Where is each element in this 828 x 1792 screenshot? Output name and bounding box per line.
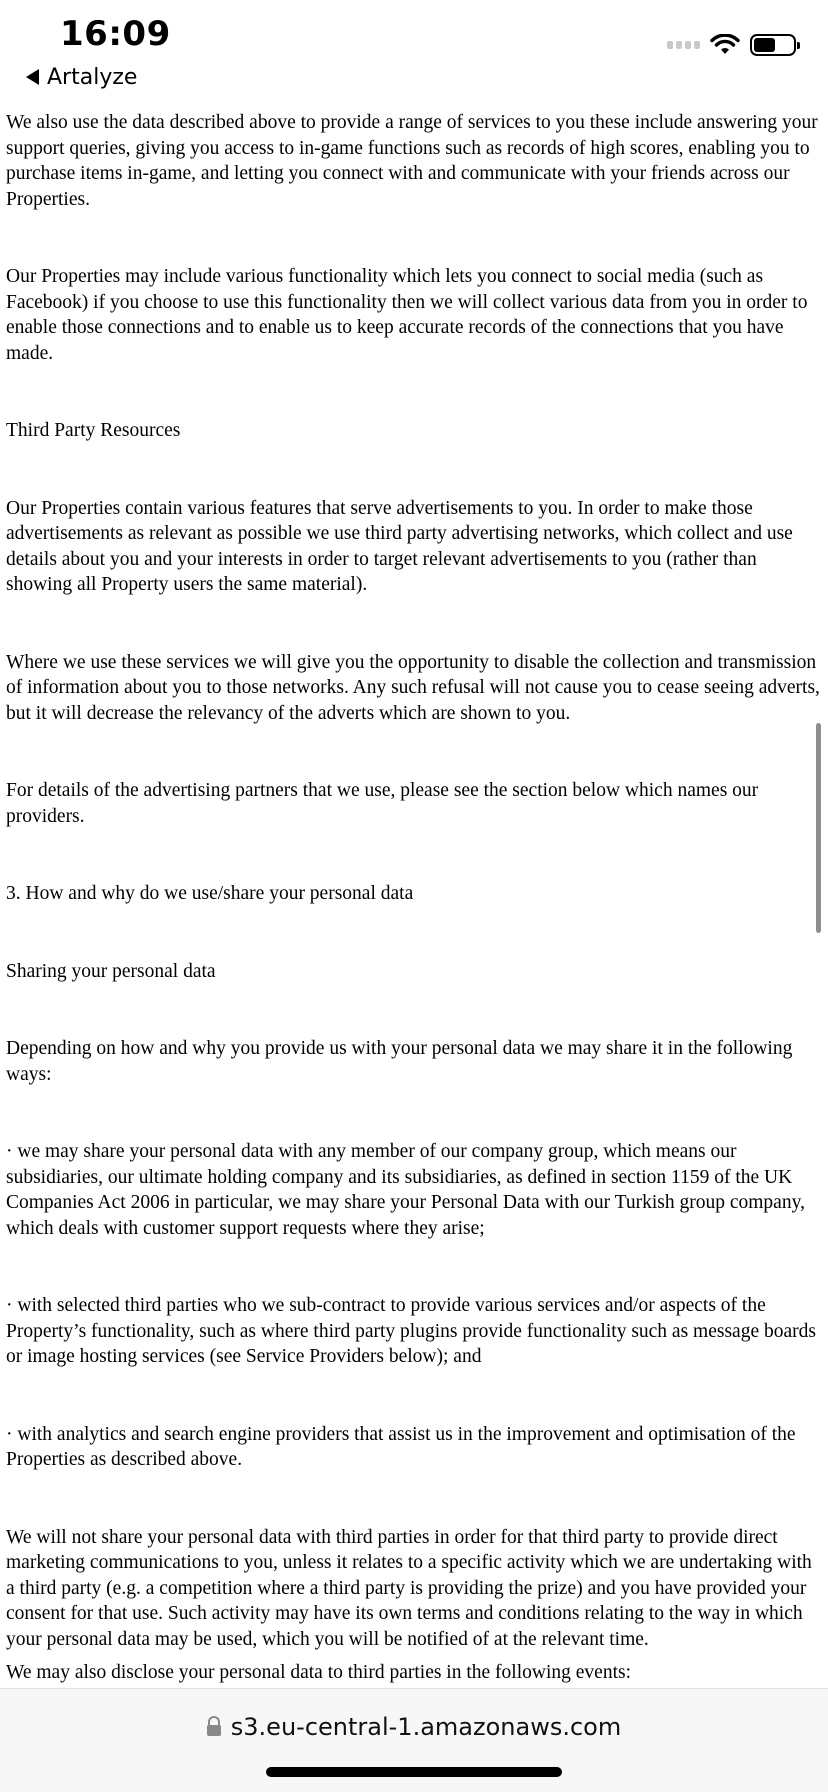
back-app-label: Artalyze: [47, 64, 138, 90]
url-display[interactable]: [0, 1713, 828, 1741]
vertical-scrollbar[interactable]: [816, 723, 821, 933]
bullet-analytics-providers: · with analytics and search engine providers that assist us in the improvement and optimisation of the Properties as described above.: [6, 1423, 796, 1470]
lock-icon: [207, 1716, 221, 1736]
heading-section-3: 3. How and why do we use/share your personal data: [6, 883, 414, 904]
url-text: s3.eu-central-1.amazonaws.com: [230, 1713, 622, 1741]
bullet-selected-third-parties: · with selected third parties who we sub-contract to provide various services and/or aspects of the Property’s functionality, such as where third party plugins provide functionality such as message boards or image hosting services (see Service Providers below); and: [6, 1295, 816, 1367]
paragraph-advertisements: Our Properties contain various features that serve advertisements to you. In order to make those advertisements as relevant as possible we use third party advertising networks, which collect and use details about you and your interests in order to target relevant advertisements to you (rather than showing all Property users the same material).: [6, 497, 793, 595]
status-time: 16:09: [60, 14, 171, 54]
wifi-icon: [710, 34, 740, 56]
paragraph-advertising-partners: For details of the advertising partners that we use, please see the section below which names our providers.: [6, 780, 759, 827]
browser-address-bar[interactable]: [0, 1688, 828, 1792]
status-icons: [667, 34, 796, 56]
paragraph-social-media: Our Properties may include various functionality which lets you connect to social media (such as Facebook) if you choose to use this functionality then we will collect various data from you in order to enable those connections and to enable us to keep accurate records of the connections that you have made.: [6, 266, 808, 364]
paragraph-services: We also use the data described above to provide a range of services to you these include answering your support queries, giving you access to in-game functions such as records of high scores, enabling you to purchase items in-game, and letting you connect with and communicate with your friends across our Properties.: [6, 112, 818, 210]
paragraph-direct-marketing: We will not share your personal data with third parties in order for that third party to provide direct marketing communications to you, unless it relates to a specific activity which we are undertaking with a third party (e.g. a competition where a third party is providing the prize) and you have provided your consent for that use. Such activity may have its own terms and conditions relating to the way in which your personal data may be used, which you will be notified of at the relevant time.: [6, 1526, 812, 1650]
paragraph-sharing-ways: Depending on how and why you provide us with your personal data we may share it in the following ways:: [6, 1038, 793, 1085]
bullet-company-group: · we may share your personal data with any member of our company group, which means our subsidiaries, our ultimate holding company and its subsidiaries, as defined in section 1159 of the UK Companies Act 2006 in particular, we may share your Personal Data with our Turkish group company, which deals with customer support requests where they arise;: [6, 1141, 805, 1239]
cellular-icon: [667, 41, 700, 49]
battery-level: [754, 38, 775, 52]
privacy-policy-document: [6, 110, 822, 1688]
back-triangle-icon: [26, 69, 39, 85]
paragraph-disable-collection: Where we use these services we will give you the opportunity to disable the collection and transmission of information about you to those networks. Any such refusal will not cause you to cease seeing adverts, but it will decrease the relevancy of the adverts which are shown to you.: [6, 651, 820, 724]
status-bar: [0, 0, 828, 100]
battery-icon: [750, 34, 796, 56]
heading-third-party-resources: Third Party Resources: [6, 420, 181, 441]
paragraph-disclosure-events: We may also disclose your personal data to third parties in the following events:: [6, 1662, 631, 1683]
home-indicator[interactable]: [266, 1767, 562, 1777]
web-content[interactable]: [0, 100, 828, 1688]
back-to-app-button[interactable]: [26, 62, 137, 92]
heading-sharing-personal-data: Sharing your personal data: [6, 960, 216, 982]
